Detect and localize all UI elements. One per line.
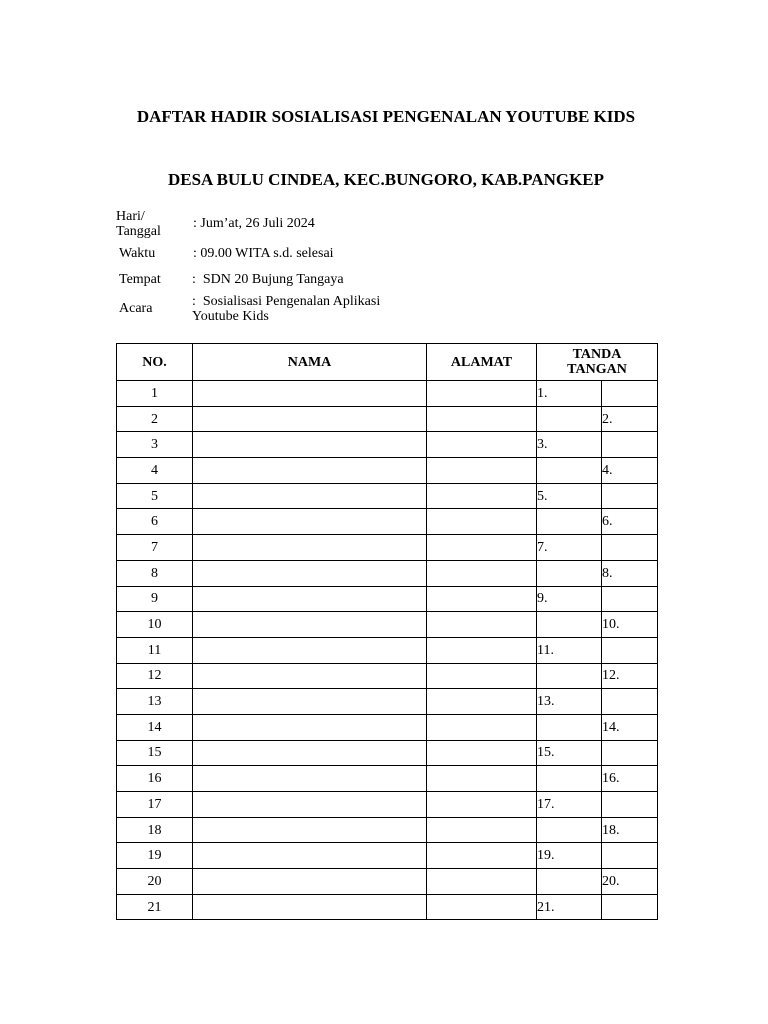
row-nama bbox=[193, 817, 427, 843]
row-nama bbox=[193, 792, 427, 818]
row-signature-right bbox=[602, 689, 658, 715]
row-alamat bbox=[427, 894, 537, 920]
hari-tanggal-label: Hari/ Tanggal bbox=[116, 209, 161, 239]
row-nama bbox=[193, 637, 427, 663]
row-signature-right: 14. bbox=[602, 714, 658, 740]
table-row bbox=[117, 406, 658, 432]
table-row bbox=[117, 869, 658, 895]
row-no: 4 bbox=[117, 458, 193, 484]
row-alamat bbox=[427, 792, 537, 818]
row-signature-right bbox=[602, 432, 658, 458]
row-alamat bbox=[427, 766, 537, 792]
row-nama bbox=[193, 843, 427, 869]
row-nama bbox=[193, 483, 427, 509]
row-nama bbox=[193, 740, 427, 766]
document-title: DAFTAR HADIR SOSIALISASI PENGENALAN YOUTUBE KIDS bbox=[136, 107, 636, 126]
row-nama bbox=[193, 689, 427, 715]
attendance-rows bbox=[117, 381, 658, 920]
row-nama bbox=[193, 458, 427, 484]
row-nama bbox=[193, 869, 427, 895]
row-signature-right: 10. bbox=[602, 612, 658, 638]
row-alamat bbox=[427, 637, 537, 663]
row-signature-left bbox=[537, 817, 602, 843]
table-row bbox=[117, 612, 658, 638]
row-no: 7 bbox=[117, 535, 193, 561]
row-nama bbox=[193, 406, 427, 432]
row-alamat bbox=[427, 740, 537, 766]
row-nama bbox=[193, 535, 427, 561]
row-signature-right bbox=[602, 792, 658, 818]
row-alamat bbox=[427, 381, 537, 407]
row-no: 3 bbox=[117, 432, 193, 458]
waktu-label: Waktu bbox=[119, 246, 156, 261]
row-nama bbox=[193, 509, 427, 535]
row-alamat bbox=[427, 586, 537, 612]
row-nama bbox=[193, 612, 427, 638]
row-no: 15 bbox=[117, 740, 193, 766]
table-row bbox=[117, 843, 658, 869]
document-subtitle: DESA BULU CINDEA, KEC.BUNGORO, KAB.PANGKEP bbox=[167, 170, 605, 189]
attendance-table bbox=[116, 343, 658, 920]
row-alamat bbox=[427, 612, 537, 638]
row-signature-right bbox=[602, 843, 658, 869]
row-nama bbox=[193, 663, 427, 689]
row-signature-left bbox=[537, 560, 602, 586]
row-signature-right bbox=[602, 740, 658, 766]
header-no: NO. bbox=[117, 344, 193, 381]
table-header-row bbox=[117, 344, 658, 381]
table-row bbox=[117, 689, 658, 715]
acara-label: Acara bbox=[119, 301, 153, 316]
row-alamat bbox=[427, 432, 537, 458]
table-row bbox=[117, 637, 658, 663]
row-signature-left bbox=[537, 766, 602, 792]
row-alamat bbox=[427, 869, 537, 895]
table-row bbox=[117, 535, 658, 561]
acara-value: : Sosialisasi Pengenalan Aplikasi Youtube Kids bbox=[192, 294, 384, 324]
table-row bbox=[117, 381, 658, 407]
row-signature-right bbox=[602, 586, 658, 612]
row-no: 19 bbox=[117, 843, 193, 869]
header-alamat: ALAMAT bbox=[427, 344, 537, 381]
row-alamat bbox=[427, 843, 537, 869]
row-no: 16 bbox=[117, 766, 193, 792]
row-no: 21 bbox=[117, 894, 193, 920]
row-signature-right: 18. bbox=[602, 817, 658, 843]
row-no: 20 bbox=[117, 869, 193, 895]
row-alamat bbox=[427, 509, 537, 535]
row-signature-left: 13. bbox=[537, 689, 602, 715]
row-signature-left: 21. bbox=[537, 894, 602, 920]
table-row bbox=[117, 740, 658, 766]
row-signature-left: 19. bbox=[537, 843, 602, 869]
row-signature-left: 11. bbox=[537, 637, 602, 663]
table-row bbox=[117, 432, 658, 458]
row-signature-left: 9. bbox=[537, 586, 602, 612]
table-row bbox=[117, 586, 658, 612]
row-nama bbox=[193, 894, 427, 920]
row-alamat bbox=[427, 817, 537, 843]
tempat-label: Tempat bbox=[119, 272, 161, 287]
row-signature-left bbox=[537, 612, 602, 638]
row-signature-right bbox=[602, 637, 658, 663]
hari-tanggal-value: : Jum’at, 26 Juli 2024 bbox=[193, 216, 315, 231]
tempat-value: : SDN 20 Bujung Tangaya bbox=[192, 272, 344, 287]
row-no: 13 bbox=[117, 689, 193, 715]
row-no: 14 bbox=[117, 714, 193, 740]
row-signature-right bbox=[602, 535, 658, 561]
header-tanda-tangan: TANDA TANGAN bbox=[537, 344, 658, 381]
row-no: 11 bbox=[117, 637, 193, 663]
waktu-value: : 09.00 WITA s.d. selesai bbox=[193, 246, 334, 261]
row-signature-left bbox=[537, 406, 602, 432]
row-nama bbox=[193, 560, 427, 586]
row-nama bbox=[193, 766, 427, 792]
row-no: 1 bbox=[117, 381, 193, 407]
table-row bbox=[117, 714, 658, 740]
row-signature-left bbox=[537, 458, 602, 484]
row-alamat bbox=[427, 458, 537, 484]
row-alamat bbox=[427, 406, 537, 432]
row-signature-left: 7. bbox=[537, 535, 602, 561]
row-signature-left bbox=[537, 509, 602, 535]
row-signature-left: 5. bbox=[537, 483, 602, 509]
row-no: 6 bbox=[117, 509, 193, 535]
row-signature-right: 6. bbox=[602, 509, 658, 535]
row-signature-left: 1. bbox=[537, 381, 602, 407]
row-signature-left: 15. bbox=[537, 740, 602, 766]
header-nama: NAMA bbox=[193, 344, 427, 381]
row-signature-right: 8. bbox=[602, 560, 658, 586]
table-row bbox=[117, 817, 658, 843]
row-no: 12 bbox=[117, 663, 193, 689]
row-signature-right: 2. bbox=[602, 406, 658, 432]
table-row bbox=[117, 560, 658, 586]
row-signature-left: 3. bbox=[537, 432, 602, 458]
row-no: 18 bbox=[117, 817, 193, 843]
row-alamat bbox=[427, 714, 537, 740]
row-signature-right: 4. bbox=[602, 458, 658, 484]
row-nama bbox=[193, 432, 427, 458]
row-signature-right bbox=[602, 381, 658, 407]
row-alamat bbox=[427, 663, 537, 689]
row-signature-left bbox=[537, 714, 602, 740]
row-alamat bbox=[427, 535, 537, 561]
row-alamat bbox=[427, 483, 537, 509]
row-no: 8 bbox=[117, 560, 193, 586]
row-signature-left bbox=[537, 869, 602, 895]
table-row bbox=[117, 766, 658, 792]
row-no: 17 bbox=[117, 792, 193, 818]
table-row bbox=[117, 792, 658, 818]
row-signature-right bbox=[602, 483, 658, 509]
row-alamat bbox=[427, 689, 537, 715]
row-no: 9 bbox=[117, 586, 193, 612]
row-nama bbox=[193, 381, 427, 407]
row-signature-right bbox=[602, 894, 658, 920]
row-nama bbox=[193, 586, 427, 612]
table-row bbox=[117, 894, 658, 920]
row-nama bbox=[193, 714, 427, 740]
row-signature-left bbox=[537, 663, 602, 689]
row-signature-right: 16. bbox=[602, 766, 658, 792]
table-row bbox=[117, 663, 658, 689]
row-signature-right: 12. bbox=[602, 663, 658, 689]
row-no: 2 bbox=[117, 406, 193, 432]
table-row bbox=[117, 458, 658, 484]
row-alamat bbox=[427, 560, 537, 586]
row-no: 10 bbox=[117, 612, 193, 638]
row-no: 5 bbox=[117, 483, 193, 509]
row-signature-left: 17. bbox=[537, 792, 602, 818]
table-row bbox=[117, 483, 658, 509]
table-row bbox=[117, 509, 658, 535]
row-signature-right: 20. bbox=[602, 869, 658, 895]
